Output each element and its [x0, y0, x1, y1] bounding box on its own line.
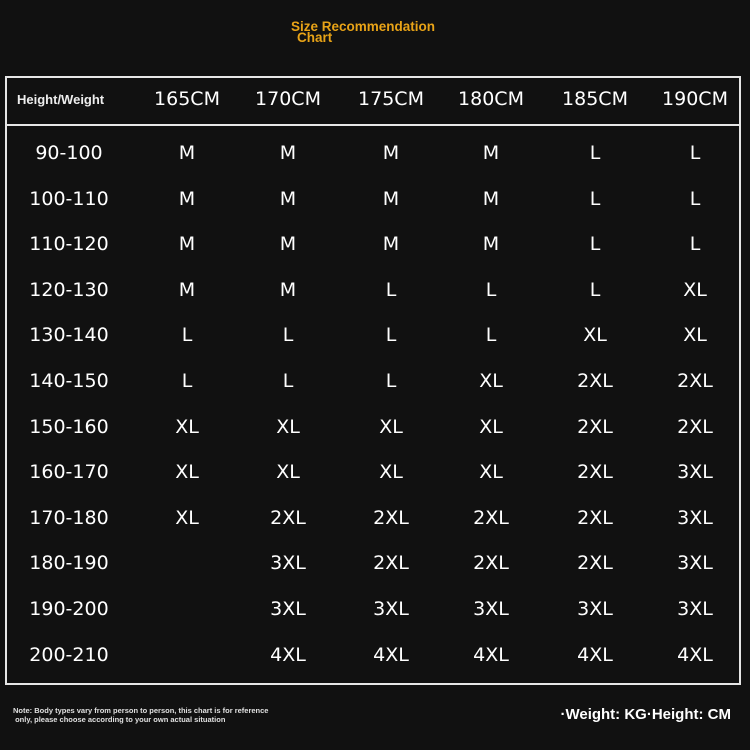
table-row	[7, 416, 739, 456]
size-cell: M	[482, 142, 500, 164]
size-cell: 3XL	[373, 598, 409, 620]
height-header-170cm: 170CM	[255, 88, 321, 110]
weight-cell: 140-150	[29, 370, 109, 392]
weight-cell: 180-190	[29, 552, 109, 575]
table-row	[7, 598, 739, 638]
table-row	[7, 233, 739, 273]
chart-title	[291, 21, 481, 43]
table-row	[7, 188, 739, 228]
size-cell: 2XL	[677, 370, 713, 392]
size-cell: L	[689, 142, 701, 164]
size-cell: 3XL	[677, 552, 713, 575]
size-cell: M	[279, 187, 297, 210]
size-cell: L	[282, 370, 294, 392]
weight-cell: 200-210	[29, 643, 109, 666]
height-header-190cm: 190CM	[662, 88, 728, 110]
size-cell: 4XL	[473, 643, 509, 666]
height-header-185cm: 185CM	[562, 88, 628, 110]
size-cell: L	[689, 187, 701, 210]
size-cell: XL	[479, 461, 503, 484]
size-cell: 3XL	[577, 598, 613, 620]
size-cell: L	[589, 278, 601, 301]
size-cell: L	[385, 278, 397, 301]
size-cell: L	[181, 324, 193, 347]
size-table	[5, 76, 741, 685]
size-cell: 3XL	[270, 552, 306, 575]
weight-cell: 130-140	[29, 324, 109, 347]
header-row	[7, 78, 739, 126]
weight-cell: 120-130	[29, 278, 109, 301]
size-cell: 4XL	[373, 643, 409, 666]
table-row	[7, 279, 739, 319]
size-cell: 3XL	[677, 461, 713, 484]
size-cell: M	[482, 187, 500, 210]
disclaimer-note	[13, 706, 343, 724]
size-cell: XL	[683, 278, 707, 301]
size-cell: L	[181, 370, 193, 392]
table-row	[7, 370, 739, 410]
size-cell: M	[279, 142, 297, 164]
table-row	[7, 644, 739, 684]
table-row	[7, 324, 739, 364]
size-cell: L	[385, 370, 397, 392]
size-cell: XL	[379, 415, 403, 438]
size-cell: M	[178, 187, 196, 210]
note-line-2: only, please choose according to your own actual situation	[13, 715, 226, 724]
size-cell: 2XL	[577, 506, 613, 529]
size-cell: 2XL	[373, 506, 409, 529]
size-cell: M	[279, 278, 297, 301]
size-cell: 2XL	[473, 552, 509, 575]
height-header-175cm: 175CM	[358, 88, 424, 110]
size-cell: L	[689, 233, 701, 256]
size-cell: L	[385, 324, 397, 347]
size-cell: 3XL	[677, 506, 713, 529]
size-cell: XL	[175, 415, 199, 438]
size-cell: XL	[683, 324, 707, 347]
size-cell: M	[178, 233, 196, 256]
size-cell: 2XL	[270, 506, 306, 529]
height-header-180cm: 180CM	[458, 88, 524, 110]
size-cell: 2XL	[577, 370, 613, 392]
height-header-165cm: 165CM	[154, 88, 220, 110]
units-legend: ·Weight: KG·Height: CM	[560, 706, 731, 723]
size-cell: L	[589, 187, 601, 210]
size-cell: 3XL	[677, 598, 713, 620]
size-cell: 4XL	[270, 643, 306, 666]
size-cell: XL	[175, 506, 199, 529]
table-row	[7, 552, 739, 592]
size-cell: 2XL	[577, 461, 613, 484]
weight-cell: 150-160	[29, 415, 109, 438]
size-cell: L	[589, 233, 601, 256]
size-cell: M	[482, 233, 500, 256]
note-line-1: Note: Body types vary from person to person, this chart is for reference	[13, 706, 269, 715]
weight-cell: 90-100	[35, 142, 103, 164]
size-cell: 2XL	[373, 552, 409, 575]
size-cell: 3XL	[270, 598, 306, 620]
size-cell: L	[282, 324, 294, 347]
size-cell: L	[589, 142, 601, 164]
size-cell: M	[382, 187, 400, 210]
size-cell: M	[382, 233, 400, 256]
table-row	[7, 142, 739, 182]
size-cell: XL	[175, 461, 199, 484]
table-row	[7, 461, 739, 501]
size-cell: 2XL	[577, 415, 613, 438]
size-cell: XL	[583, 324, 607, 347]
size-cell: L	[485, 278, 497, 301]
size-cell: 2XL	[677, 415, 713, 438]
size-cell: M	[382, 142, 400, 164]
size-cell: 2XL	[577, 552, 613, 575]
size-cell: 4XL	[677, 643, 713, 666]
weight-cell: 110-120	[29, 233, 109, 256]
weight-cell: 100-110	[29, 187, 109, 210]
size-cell: XL	[276, 461, 300, 484]
size-cell: M	[178, 278, 196, 301]
size-cell: XL	[479, 370, 503, 392]
size-cell: 2XL	[473, 506, 509, 529]
size-cell: XL	[479, 415, 503, 438]
size-cell: 4XL	[577, 643, 613, 666]
size-cell: L	[485, 324, 497, 347]
size-cell: 3XL	[473, 598, 509, 620]
size-cell: M	[279, 233, 297, 256]
weight-cell: 190-200	[29, 598, 109, 620]
size-cell: XL	[379, 461, 403, 484]
corner-label: Height/Weight	[17, 92, 105, 107]
title-line-2: Chart	[297, 30, 333, 45]
title-line-1: Size Recommendation	[291, 19, 436, 34]
size-cell: M	[178, 142, 196, 164]
size-cell: XL	[276, 415, 300, 438]
table-row	[7, 507, 739, 547]
weight-cell: 170-180	[29, 506, 109, 529]
weight-cell: 160-170	[29, 461, 109, 484]
